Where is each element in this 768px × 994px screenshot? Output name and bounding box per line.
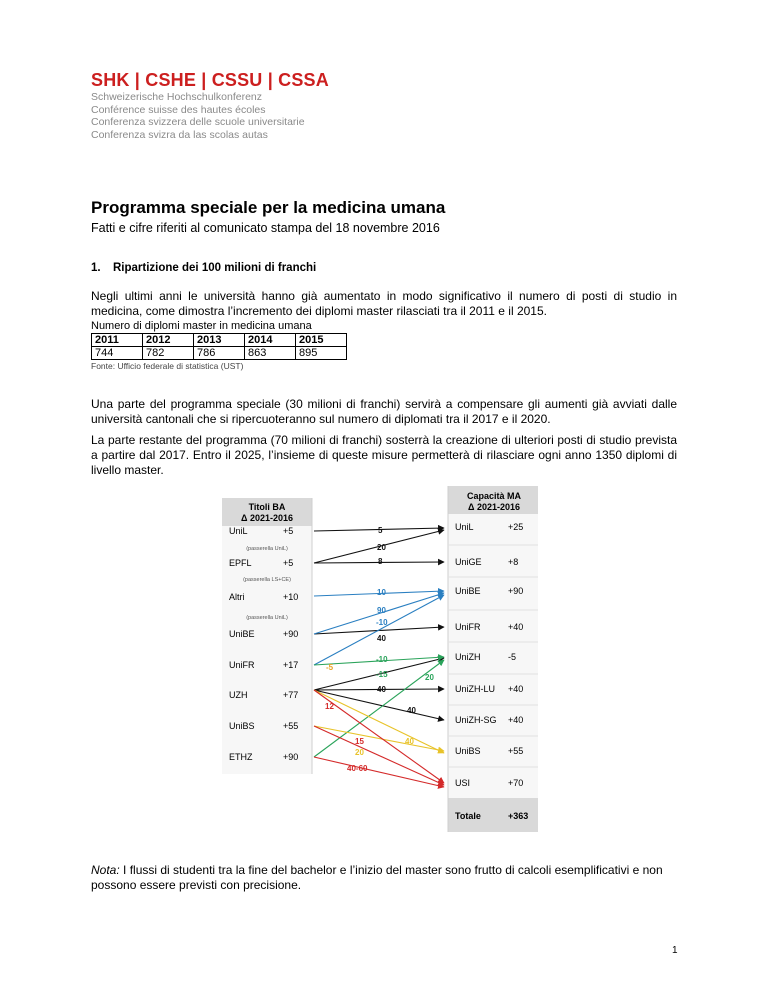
logo-line: Conferenza svizzera delle scuole universitarie	[91, 116, 305, 128]
paragraph-part-two: La parte restante del programma (70 milioni di franchi) sosterrà la creazione di ulteriori posti di studio prevista a partire dal 2017. Entro il 2025, l’insieme di queste misure permetterà di rilasciare ogni anno 1350 diplomi di livello master.	[91, 433, 677, 477]
right-value-unifr: +40	[508, 622, 524, 632]
flow-label: -15	[376, 670, 388, 679]
left-name-unibs: UniBS	[229, 721, 255, 731]
table-source: Fonte: Ufficio federale di statistica (UST)	[91, 361, 244, 371]
total-label: Totale	[455, 811, 481, 821]
table-value: 863	[245, 347, 296, 360]
right-name-unizh: UniZH	[455, 652, 481, 662]
left-value-unibs: +55	[283, 721, 299, 731]
right-header-title: Capacità MA	[466, 491, 522, 501]
page-number: 1	[672, 945, 678, 956]
arrow-unibs-usi	[314, 726, 444, 785]
flow-label: -5	[326, 663, 334, 672]
flow-label: 40-60	[347, 764, 368, 773]
left-value-uzh: +77	[283, 690, 299, 700]
arrow-ethz-usi	[314, 757, 444, 787]
right-name-unibe: UniBE	[455, 586, 481, 596]
flow-label: 12	[325, 702, 334, 711]
right-value-unizh-lu: +40	[508, 684, 524, 694]
table-year: 2015	[296, 334, 347, 347]
table-year: 2013	[194, 334, 245, 347]
right-name-usi: USI	[455, 778, 471, 788]
logo-acronyms: SHK | CSHE | CSSU | CSSA	[91, 70, 329, 90]
flow-label: 10	[377, 588, 386, 597]
note	[91, 863, 681, 893]
left-header-delta: Δ 2021-2016	[240, 513, 294, 523]
left-value-unifr: +17	[283, 660, 299, 670]
table-value: 782	[143, 347, 194, 360]
flow-label: 90	[377, 606, 386, 615]
left-name-uzh: UZH	[229, 690, 248, 700]
right-name-unizh-sg: UniZH-SG	[455, 715, 497, 725]
flow-label: 8	[378, 557, 383, 566]
left-name-altri: Altri	[229, 592, 245, 602]
right-value-unizh: -5	[508, 652, 517, 662]
table-value: 744	[92, 347, 143, 360]
table-value: 786	[194, 347, 245, 360]
paragraph-intro: Negli ultimi anni le università hanno già aumentato in modo significativo il numero di posti di studio in medicina, come dimostra l’incremento dei diplomi master rilasciati tra il 2011 e il 2015.	[91, 289, 677, 318]
left-value-ethz: +90	[283, 752, 299, 762]
flow-label: 40	[405, 737, 414, 746]
left-name-unibe: UniBE	[229, 629, 255, 639]
page-subtitle: Fatti e cifre riferiti al comunicato stampa del 18 novembre 2016	[91, 221, 440, 235]
flow-label: 20	[425, 673, 434, 682]
paragraph-part-one: Una parte del programma speciale (30 milioni di franchi) servirà a compensare gli aumenti già avviati dalle università cantonali che si ripercuoteranno sul numero di diplomati tra il 2017 e il 2020.	[91, 397, 677, 426]
table-caption: Numero di diplomi master in medicina umana	[91, 320, 312, 332]
left-value-unil: +5	[283, 526, 294, 536]
right-name-unil: UniL	[455, 522, 474, 532]
passerella-label: (passerella UniL)	[246, 546, 288, 552]
section-number: 1.	[91, 262, 101, 274]
flow-label: -10	[376, 618, 388, 627]
flow-label: -10	[376, 655, 388, 664]
left-header-title: Titoli BA	[248, 502, 286, 512]
flow-label: 40	[407, 706, 416, 715]
note-label: Nota:	[91, 863, 120, 877]
right-name-unige: UniGE	[455, 557, 482, 567]
table-year: 2012	[143, 334, 194, 347]
flow-label: 40	[377, 685, 386, 694]
right-name-unifr: UniFR	[455, 622, 481, 632]
right-value-unige: +8	[508, 557, 519, 567]
passerella-label: (passerella UniL)	[246, 615, 288, 621]
flow-label: 20	[355, 748, 364, 757]
right-column	[448, 486, 538, 832]
right-value-unizh-sg: +40	[508, 715, 524, 725]
right-value-usi: +70	[508, 778, 524, 788]
right-header-delta: Δ 2021-2016	[467, 502, 521, 512]
right-name-unizh-lu: UniZH-LU	[455, 684, 496, 694]
total-value: +363	[508, 811, 529, 821]
left-name-ethz: ETHZ	[229, 752, 253, 762]
flow-label: 40	[377, 634, 386, 643]
flow-label: 20	[377, 543, 386, 552]
left-value-epfl: +5	[283, 558, 294, 568]
passerella-label: (passerella LS+CE)	[243, 577, 291, 583]
logo-line: Conferenza svizra da las scolas autas	[91, 128, 268, 141]
left-name-epfl: EPFL	[229, 558, 252, 568]
table-value: 895	[296, 347, 347, 360]
left-name-unil: UniL	[229, 526, 248, 536]
right-name-unibs: UniBS	[455, 746, 481, 756]
right-value-unibe: +90	[508, 586, 524, 596]
table-year: 2011	[92, 334, 143, 347]
logo-line: Conférence suisse des hautes écoles	[91, 103, 266, 116]
page-title: Programma speciale per la medicina umana	[91, 198, 446, 217]
right-value-unil: +25	[508, 522, 524, 532]
table-year: 2014	[245, 334, 296, 347]
flow-label: 5	[378, 526, 383, 535]
note-text: I flussi di studenti tra la fine del bachelor e l’inizio del master sono frutto di calcoli esemplificativi e non possono essere previsti con precisione.	[91, 863, 663, 892]
flow-label: 15	[355, 737, 364, 746]
left-value-altri: +10	[283, 592, 299, 602]
left-value-unibe: +90	[283, 629, 299, 639]
arrow-unibs-unibs	[314, 726, 444, 751]
arrow-uzh-unibs	[314, 690, 444, 753]
left-column	[222, 498, 312, 774]
section-title: Ripartizione dei 100 milioni di franchi	[113, 262, 317, 274]
left-name-unifr: UniFR	[229, 660, 255, 670]
logo-line: Schweizerische Hochschulkonferenz	[91, 91, 262, 103]
right-value-unibs: +55	[508, 746, 524, 756]
